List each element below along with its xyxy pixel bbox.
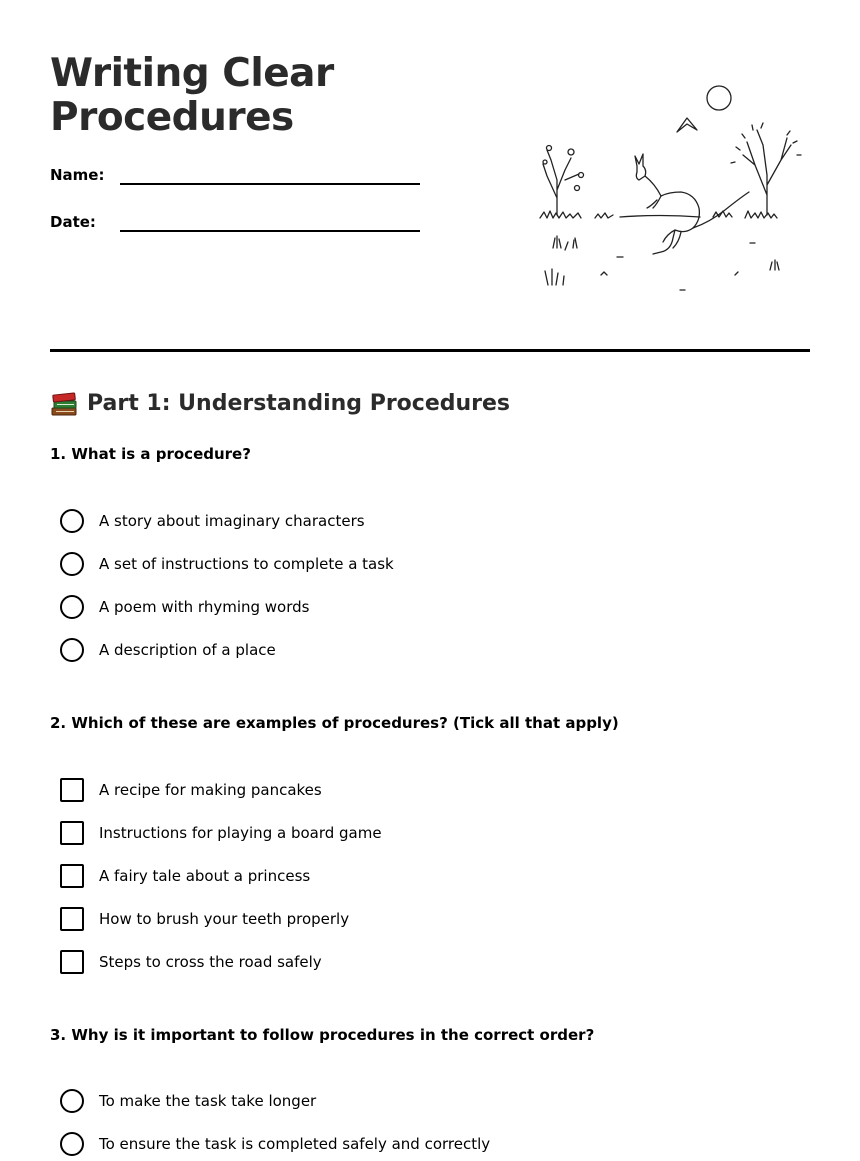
date-input-line[interactable] — [120, 230, 420, 232]
question-3: 3. Why is it important to follow procedures in the correct order? — [50, 1026, 595, 1044]
question-2: 2. Which of these are examples of procedures? (Tick all that apply) — [50, 714, 619, 732]
q1-option-4[interactable] — [60, 638, 276, 662]
radio-button[interactable] — [60, 1132, 84, 1156]
q2-option-2[interactable] — [60, 821, 382, 845]
q2-option-3[interactable] — [60, 864, 310, 888]
checkbox[interactable] — [60, 950, 84, 974]
radio-button[interactable] — [60, 638, 84, 662]
option-label: A set of instructions to complete a task — [99, 555, 394, 573]
q2-option-4[interactable] — [60, 907, 349, 931]
radio-button[interactable] — [60, 595, 84, 619]
option-label: Steps to cross the road safely — [99, 953, 322, 971]
kangaroo-outback-illustration — [535, 80, 805, 295]
page-title: Writing Clear Procedures — [50, 51, 334, 140]
name-input-line[interactable] — [120, 183, 420, 185]
q1-option-2[interactable] — [60, 552, 394, 576]
radio-button[interactable] — [60, 509, 84, 533]
option-label: How to brush your teeth properly — [99, 910, 350, 928]
name-label: Name: — [50, 166, 105, 184]
option-label: A recipe for making pancakes — [99, 781, 322, 799]
option-label: A fairy tale about a princess — [99, 867, 311, 885]
q2-option-1[interactable] — [60, 778, 322, 802]
checkbox[interactable] — [60, 821, 84, 845]
section-title-text: Part 1: Understanding Procedures — [87, 391, 511, 416]
option-label: To make the task take longer — [99, 1092, 317, 1110]
q3-option-1[interactable] — [60, 1089, 316, 1113]
checkbox[interactable] — [60, 778, 84, 802]
header-divider — [50, 349, 810, 352]
q1-option-1[interactable] — [60, 509, 365, 533]
option-label: To ensure the task is completed safely and correctly — [99, 1135, 491, 1153]
books-icon — [50, 391, 78, 417]
checkbox[interactable] — [60, 864, 84, 888]
q2-option-5[interactable] — [60, 950, 322, 974]
option-label: A description of a place — [99, 641, 276, 659]
option-label: A story about imaginary characters — [99, 512, 365, 530]
radio-button[interactable] — [60, 552, 84, 576]
question-1: 1. What is a procedure? — [50, 445, 251, 463]
q1-option-3[interactable] — [60, 595, 309, 619]
checkbox[interactable] — [60, 907, 84, 931]
date-label: Date: — [50, 213, 96, 231]
option-label: A poem with rhyming words — [99, 598, 310, 616]
option-label: Instructions for playing a board game — [99, 824, 382, 842]
radio-button[interactable] — [60, 1089, 84, 1113]
section-title-part-1 — [50, 389, 510, 419]
q3-option-2[interactable] — [60, 1132, 490, 1156]
